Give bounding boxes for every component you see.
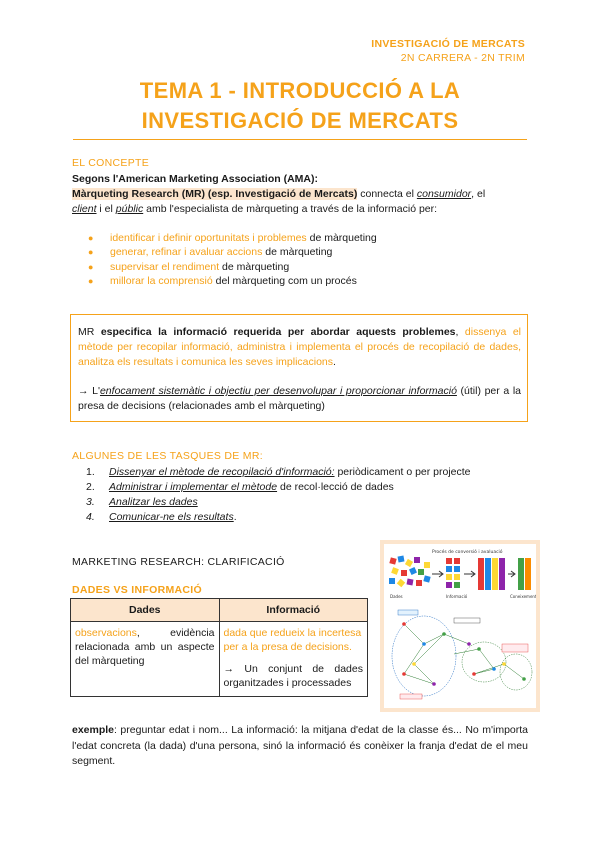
list-number: 1. (86, 466, 95, 478)
task-rest: . (233, 511, 237, 523)
list-item (88, 274, 377, 288)
list-item (88, 231, 377, 245)
page-title-line1: TEMA 1 - INTRODUCCIÓ A LA (139, 78, 461, 103)
box-text-start: MR (78, 326, 101, 338)
box-italic-text: enfocament sistemàtic i objectiu per desenvolupar i proporcionar informació (99, 385, 457, 397)
cell-dades (71, 622, 220, 697)
cell-informacio-key: dada que redueix la incertesa per a la presa de decisions. (223, 627, 362, 653)
diagram-label-informacio: Informació (446, 594, 468, 599)
task-title: Dissenyar el mètode de recopilació d'informació: (109, 466, 335, 478)
bullet-rest: de màrqueting (262, 246, 333, 259)
task-rest: de recol·lecció de dades (277, 481, 394, 493)
tasques-list (86, 465, 471, 525)
mr-term: Màrqueting Research (MR) (esp. Investigació de Mercats) (72, 188, 358, 200)
def-text-1: connecta el (357, 188, 417, 200)
exemple-label: exemple (72, 724, 115, 736)
box-bold-text: especifica la informació requerida per abordar aquests problemes (100, 326, 456, 338)
section-heading-tasques: ALGUNES DE LES TASQUES DE MR: (72, 450, 263, 462)
data-to-knowledge-diagram (380, 540, 540, 712)
bullet-icon: ● (88, 233, 94, 243)
diagram-title: Procés de conversió i avaluació (432, 550, 503, 555)
def-text-2: , el (471, 188, 486, 200)
bullet-key: millorar la comprensió (110, 275, 213, 288)
list-item (88, 245, 377, 259)
list-item (86, 495, 471, 510)
course-term: 2N CARRERA - 2N TRIM (400, 52, 525, 64)
bullet-rest: de màrqueting (306, 232, 377, 244)
bullet-icon: ● (88, 276, 94, 287)
section-heading-clarificacio: MARKETING RESEARCH: CLARIFICACIÓ (72, 556, 285, 568)
task-rest: periòdicament o per projecte (334, 466, 471, 478)
section-heading-concepte: EL CONCEPTE (72, 157, 150, 169)
task-title: Comunicar-ne els resultats (109, 511, 234, 523)
bullet-key: identificar i definir oportunitats i problemes (110, 232, 307, 244)
column-header-dades: Dades (71, 599, 220, 622)
diagram-label-coneixement: Coneixement (510, 594, 536, 599)
def-text-3: i el (96, 203, 116, 215)
table-row (71, 622, 368, 697)
task-title: Administrar i implementar el mètode (109, 481, 278, 493)
page-title-line2: INVESTIGACIÓ DE MERCATS (141, 108, 459, 133)
mr-definition (72, 187, 528, 217)
mr-purposes-list (88, 231, 377, 289)
box-text-end-2: (útil) per a la presa de decisions (relacionades amb el màrqueting) (78, 385, 521, 412)
list-number: 2. (86, 481, 95, 493)
dades-vs-informacio-table (70, 598, 368, 697)
column-header-informacio: Informació (219, 599, 368, 622)
box-orange-text: dissenya el mètode per recopilar informació, administra i implementa el procés de recopilació de dades, analitza els resultats i comunica les seves implicacions (78, 326, 522, 368)
exemple-paragraph (72, 723, 528, 770)
bullet-key: generar, refinar i avaluar accions (110, 246, 263, 259)
list-item (86, 480, 471, 495)
mr-summary-box (70, 314, 528, 422)
diagram-graphic (384, 544, 536, 708)
def-public: públic (115, 203, 144, 215)
page-title (70, 76, 530, 136)
list-number: 3. (86, 496, 95, 508)
mr-approach-paragraph (78, 384, 521, 414)
title-divider (73, 139, 527, 140)
cell-dades-key: observacions (75, 627, 137, 639)
exemple-text: : preguntar edat i nom... La informació: la mitjana d'edat de la classe és... No m'importa l'edat concreta (la dada) d'una persona, sinó la informació és conèixer la franja d'edat de el meu segment. (72, 724, 528, 767)
def-consumidor: consumidor (416, 188, 472, 200)
box-text-end: . (333, 356, 336, 368)
def-text-4: amb l'especialista de màrqueting a través de la informació per: (143, 203, 438, 215)
bullet-rest: del màrqueting com un procés (212, 275, 357, 288)
list-item (86, 465, 471, 480)
box-arrow-text: → L' (78, 385, 100, 397)
cell-informacio (219, 622, 368, 697)
bullet-rest: de màrqueting (219, 260, 290, 273)
list-number: 4. (86, 511, 95, 523)
bullet-key: supervisar el rendiment (110, 260, 220, 273)
subheading-dades-informacio: DADES VS INFORMACIÓ (72, 584, 202, 596)
cell-dades-rest: , evidència relacionada amb un aspecte del màrqueting (75, 627, 215, 667)
bullet-icon: ● (88, 247, 94, 258)
course-title: INVESTIGACIÓ DE MERCATS (371, 38, 525, 50)
mr-summary-paragraph (78, 325, 521, 370)
diagram-label-dades: Dades (390, 594, 403, 599)
list-item (88, 260, 377, 274)
cell-informacio-rest: → Un conjunt de dades organitzades i processades (223, 663, 363, 689)
def-client: client (72, 203, 97, 215)
table-header-row (71, 599, 368, 622)
box-comma: , (455, 326, 465, 338)
list-item (86, 510, 471, 525)
task-title: Analitzar les dades (109, 496, 198, 508)
bullet-icon: ● (88, 261, 94, 272)
ama-source: Segons l'American Marketing Association (AMA): (72, 173, 318, 185)
